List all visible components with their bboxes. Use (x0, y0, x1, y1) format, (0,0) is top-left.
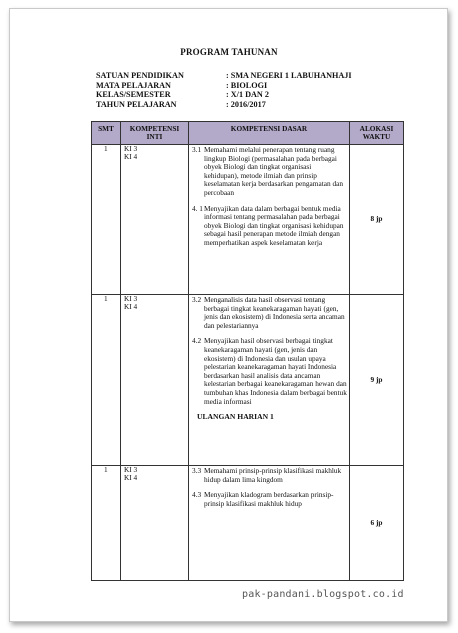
cell-kd (189, 295, 350, 466)
cell-smt: 1 (92, 466, 121, 581)
header-smt: SMT (92, 122, 121, 145)
kd-number: 4. 1 (192, 203, 203, 213)
info-label: KELAS/SEMESTER (96, 90, 171, 100)
cell-ki (121, 466, 189, 581)
kd-number: 4.2 (192, 336, 202, 346)
kd-number: 4.3 (192, 490, 202, 500)
info-value: : 2016/2017 (226, 99, 266, 109)
kd-text: Menganalisis data hasil observasi tentang berbagai tingkat keanekaragaman hayati (gen, jenis dan ekosistem) di Indonesia serta ancaman dan pelestariannya (204, 295, 345, 330)
info-label: TAHUN PELAJARAN (96, 99, 177, 109)
ki-item: KI 3 (124, 144, 138, 153)
info-row-satuan-pendidikan (96, 71, 352, 81)
header-kompetensi-dasar: KOMPETENSI DASAR (189, 122, 350, 145)
kd-text: Menyajikan hasil observasi berbagai tingkat keanekaragaman hayati (gen, jenis dan ekosistem) di Indonesia dan usulan upaya pelestarian keanekaragaman hayati Indonesia berdasarkan hasil analisis data ancaman kelestarian berbagai keanekaragaman hewan dan tumbuhan khas Indonesia dalam berbagai bentuk media informasi (204, 336, 347, 406)
header-kompetensi-inti: KOMPETENSI INTI (121, 122, 189, 145)
ki-item: KI 4 (124, 473, 138, 482)
kd-item (192, 146, 347, 198)
kd-number: 3.3 (192, 466, 202, 475)
kd-text: Memahami melalui penerapan tentang ruang lingkup Biologi (permasalahan pada berbagai obyek Biologi dan tingkat organisasi kehidupan), metode ilmiah dan prinsip keselamatan kerja berdasarkan pengamatan dan percobaan (204, 145, 343, 197)
kd-number: 3.2 (192, 295, 202, 304)
table-row (92, 466, 404, 581)
ulangan-label: ULANGAN HARIAN 1 (197, 412, 274, 422)
table-row (92, 295, 404, 466)
kd-text: Menyajikan data dalam berbagai bentuk media informasi tentang permasalahan pada berbagai obyek Biologi dan tingkat organisasi kehidupan sebagai hasil penerapan metode ilmiah dengan memperhatikan aspek keselamatan kerja (204, 203, 344, 247)
table-header-row (92, 122, 404, 145)
kd-item (192, 205, 347, 248)
info-value: : X/1 DAN 2 (226, 90, 269, 100)
kd-item (192, 467, 347, 484)
ki-item: KI 3 (124, 294, 138, 303)
kd-item (192, 296, 347, 330)
cell-alokasi: 8 jp (350, 145, 404, 295)
kd-item (192, 337, 347, 406)
info-value: : SMA NEGERI 1 LABUHANHAJI (226, 71, 352, 80)
program-table (91, 121, 404, 581)
watermark-text: pak-pandani.blogspot.co.id (242, 589, 404, 600)
kd-number: 3.1 (192, 145, 202, 154)
ki-item: KI 4 (124, 152, 138, 161)
table-row (92, 145, 404, 295)
document-info (96, 71, 352, 109)
kd-text: Memahami prinsip-prinsip klasifikasi makhluk hidup dalam lima kingdom (204, 466, 342, 484)
cell-smt: 1 (92, 145, 121, 295)
ki-item: KI 3 (124, 465, 138, 474)
kd-text: Menyajikan kladogram berdasarkan prinsip-prinsip klasifikasi makhluk hidup (204, 490, 334, 508)
cell-kd (189, 145, 350, 295)
cell-alokasi: 9 jp (350, 295, 404, 466)
kd-item (192, 491, 347, 508)
info-label: MATA PELAJARAN (96, 80, 171, 90)
info-label: SATUAN PENDIDIKAN (96, 71, 184, 80)
info-row-mata-pelajaran (96, 81, 352, 91)
header-alokasi-waktu: ALOKASI WAKTU (350, 122, 404, 145)
ki-item: KI 4 (124, 302, 138, 311)
cell-ki (121, 295, 189, 466)
cell-alokasi: 6 jp (350, 466, 404, 581)
cell-kd (189, 466, 350, 581)
info-value: : BIOLOGI (226, 80, 268, 90)
cell-ki (121, 145, 189, 295)
info-row-kelas-semester (96, 90, 352, 100)
cell-smt: 1 (92, 295, 121, 466)
document-title: PROGRAM TAHUNAN (180, 47, 278, 57)
info-row-tahun-pelajaran (96, 100, 352, 110)
